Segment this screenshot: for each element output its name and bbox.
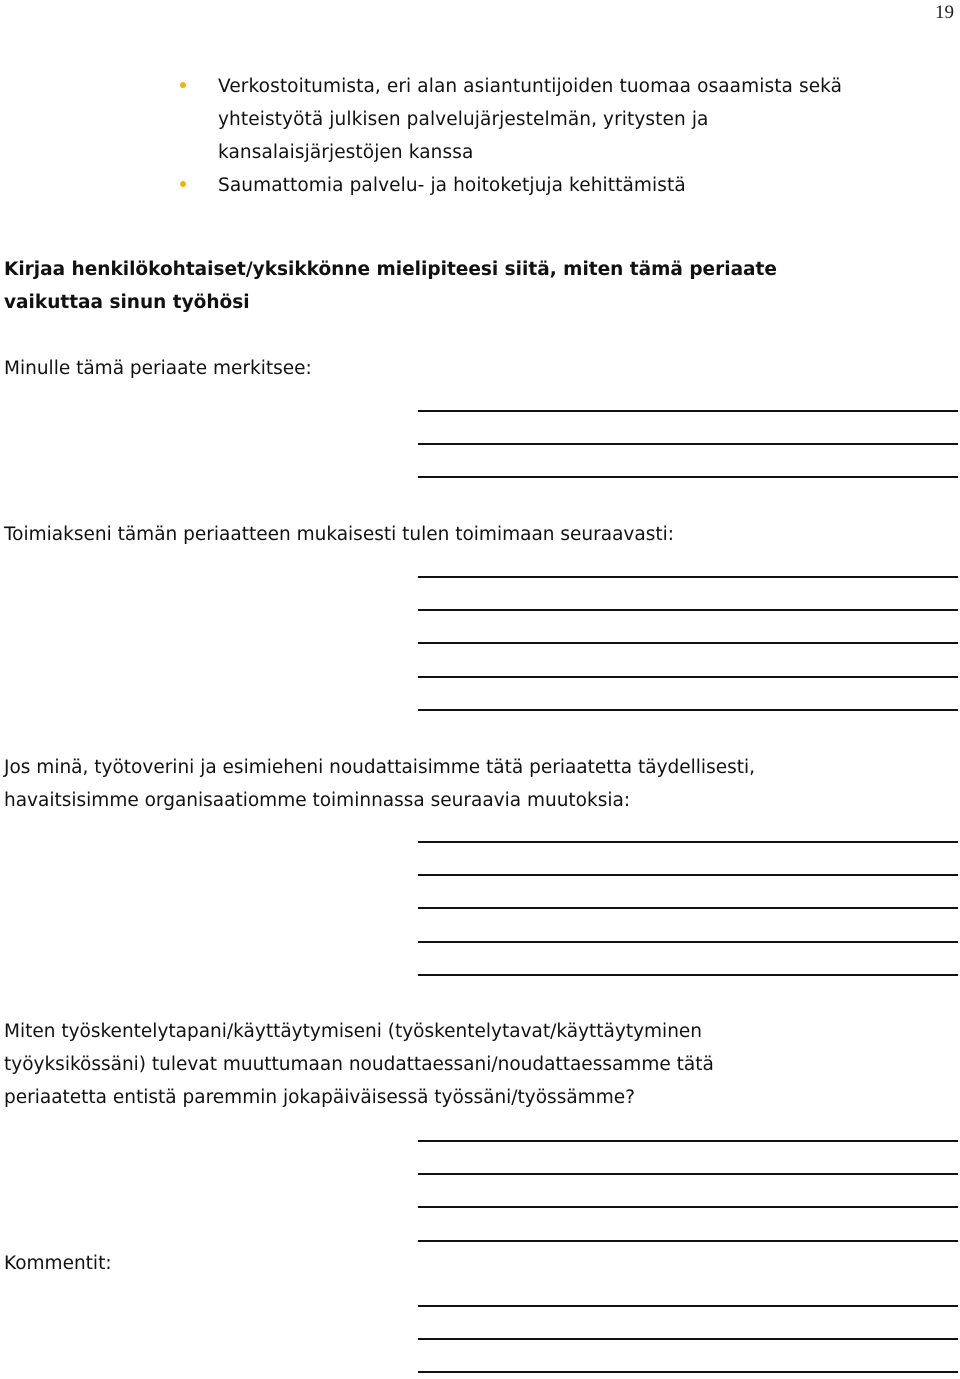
instruction-heading	[4, 253, 954, 319]
answer-line[interactable]	[418, 874, 958, 876]
answer-line[interactable]	[418, 676, 958, 678]
comments-prompt: Kommentit:	[4, 1253, 112, 1274]
answer-line[interactable]	[418, 609, 958, 611]
bullet-text-line: kansalaisjärjestöjen kanssa	[218, 142, 474, 163]
instruction-line: vaikuttaa sinun työhösi	[4, 292, 250, 313]
answer-line[interactable]	[418, 642, 958, 644]
answer-line[interactable]	[418, 1206, 958, 1208]
meaning-prompt: Minulle tämä periaate merkitsee:	[4, 358, 312, 379]
answer-line[interactable]	[418, 410, 958, 412]
bullet-list	[0, 70, 960, 202]
changes-prompt-line: havaitsisimme organisaatiomme toiminnassa seuraavia muutoksia:	[4, 790, 631, 811]
answer-line[interactable]	[418, 1305, 958, 1307]
workmethods-prompt-line: työyksikössäni) tulevat muuttumaan noudattaessani/noudattaessamme tätä	[4, 1054, 714, 1075]
answer-line[interactable]	[418, 1140, 958, 1142]
answer-line[interactable]	[418, 709, 958, 711]
answer-line[interactable]	[418, 1173, 958, 1175]
bullet-item	[0, 169, 960, 202]
answer-line[interactable]	[418, 1240, 958, 1242]
workmethods-prompt-line: Miten työskentelytapani/käyttäytymiseni (työskentelytavat/käyttäytyminen	[4, 1021, 703, 1042]
action-prompt: Toimiakseni tämän periaatteen mukaisesti tulen toimimaan seuraavasti:	[4, 524, 674, 545]
bullet-item	[0, 70, 960, 169]
answer-line[interactable]	[418, 841, 958, 843]
bullet-text-line: Verkostoitumista, eri alan asiantuntijoiden tuomaa osaamista sekä	[218, 76, 843, 97]
bullet-text-line: yhteistyötä julkisen palvelujärjestelmän, yritysten ja	[218, 109, 709, 130]
instruction-line: Kirjaa henkilökohtaiset/yksikkönne mielipiteesi siitä, miten tämä periaate	[4, 259, 777, 280]
workmethods-prompt	[4, 1015, 954, 1114]
answer-line[interactable]	[418, 941, 958, 943]
answer-line[interactable]	[418, 1371, 958, 1373]
answer-line[interactable]	[418, 476, 958, 478]
page-number: 19	[935, 2, 954, 23]
bullet-text-line: Saumattomia palvelu- ja hoitoketjuja kehittämistä	[218, 175, 686, 196]
answer-line[interactable]	[418, 576, 958, 578]
workmethods-prompt-line: periaatetta entistä paremmin jokapäiväisessä työssäni/työssämme?	[4, 1087, 635, 1108]
changes-prompt	[4, 751, 954, 817]
answer-line[interactable]	[418, 974, 958, 976]
answer-line[interactable]	[418, 443, 958, 445]
bullet-dot-icon	[180, 181, 186, 187]
bullet-dot-icon	[180, 82, 186, 88]
answer-line[interactable]	[418, 907, 958, 909]
changes-prompt-line: Jos minä, työtoverini ja esimieheni noudattaisimme tätä periaatetta täydellisesti,	[4, 757, 756, 778]
answer-line[interactable]	[418, 1338, 958, 1340]
